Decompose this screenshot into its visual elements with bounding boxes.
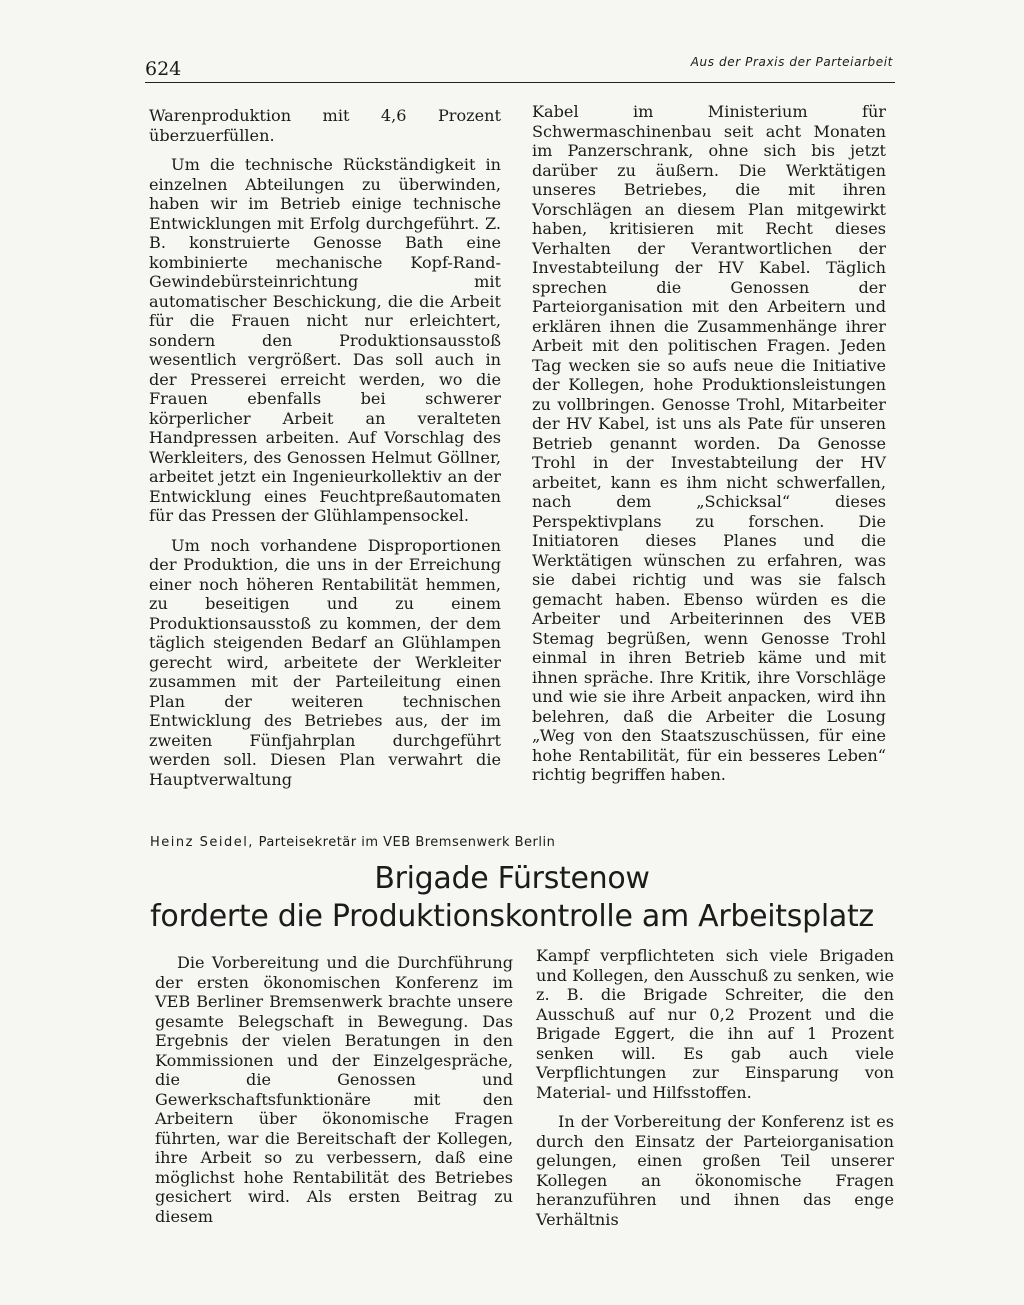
author-name: Heinz Seidel, xyxy=(150,835,254,850)
page-number: 624 xyxy=(145,58,182,80)
column-top-right xyxy=(532,102,886,785)
paragraph: Die Vorbereitung und die Durchführung der ersten ökonomischen Konferenz im VEB Berliner Bremsenwerk brachte unsere gesamte Belegschaft in Bewegung. Das Ergebnis der vielen Beratungen in den Kommissionen und der Einzelgespräche, die die Genossen und Gewerkschaftsfunktionäre mit den Arbeitern über ökonomische Fragen führten, war die Bereitschaft der Kollegen, ihre Arbeit so zu verbessern, daß eine möglichst hohe Rentabilität des Betriebes gesichert wird. Als ersten Beitrag zu diesem xyxy=(155,953,513,1226)
paragraph: Kampf verpflichteten sich viele Brigaden und Kollegen, den Ausschuß zu senken, wie z. B. die Brigade Schreiter, die den Ausschuß auf nur 0,2 Prozent und die Brigade Eggert, die ihn auf 1 Prozent senken will. Es gab auch viele Verpflichtungen zur Einsparung von Material- und Hilfsstoffen. xyxy=(536,946,894,1102)
column-bottom-right xyxy=(536,946,894,1229)
article-byline xyxy=(150,835,555,850)
article-title-line-2: forderte die Produktionskontrolle am Arbeitsplatz xyxy=(150,899,874,934)
article-title xyxy=(0,860,1024,936)
article-title-line-1: Brigade Fürstenow xyxy=(374,861,650,896)
paragraph: Um noch vorhandene Disproportionen der Produktion, die uns in der Erreichung einer noch höheren Rentabilität hemmen, zu beseitigen und zu einem Produktionsausstoß zu kommen, der dem täglich steigenden Bedarf an Glühlampen gerecht wird, arbeitete der Werkleiter zusammen mit der Parteileitung einen Plan der weiteren technischen Entwicklung des Betriebes aus, der im zweiten Fünfjahrplan durchgeführt werden soll. Diesen Plan verwahrt die Hauptverwaltung xyxy=(149,535,501,789)
running-head: Aus der Praxis der Parteiarbeit xyxy=(690,55,893,69)
paragraph: Warenproduktion mit 4,6 Prozent überzuerfüllen. xyxy=(149,106,501,145)
column-bottom-left xyxy=(155,953,513,1226)
paragraph: In der Vorbereitung der Konferenz ist es durch den Einsatz der Parteiorganisation gelungen, einen großen Teil unserer Kollegen an ökonomische Fragen heranzuführen und ihnen das enge Verhältnis xyxy=(536,1112,894,1229)
page-header xyxy=(145,52,895,83)
column-top-left xyxy=(149,106,501,789)
author-role: Parteisekretär im VEB Bremsenwerk Berlin xyxy=(258,835,556,850)
paragraph: Um die technische Rückständigkeit in einzelnen Abteilungen zu überwinden, haben wir im Betrieb einige technische Entwicklungen mit Erfolg durchgeführt. Z. B. konstruierte Genosse Bath eine kombinierte mechanische Kopf-Rand-Gewindebürsteinrichtung mit automatischer Beschickung, die die Arbeit für die Frauen nicht nur erleichtert, sondern den Produktionsausstoß wesentlich vergrößert. Das soll auch in der Presserei erreicht werden, wo die Frauen ebenfalls bei schwerer körperlicher Arbeit an veralteten Handpressen arbeiten. Auf Vorschlag des Werkleiters, des Genossen Helmut Göllner, arbeitet jetzt ein Ingenieurkollektiv an der Entwicklung eines Feuchtpreßautomaten für das Pressen der Glühlampensockel. xyxy=(149,155,501,525)
paragraph: Kabel im Ministerium für Schwermaschinenbau seit acht Monaten im Panzerschrank, ohne sich bis jetzt darüber zu äußern. Die Werktätigen unseres Betriebes, die mit ihren Vorschlägen an diesem Plan mitgewirkt haben, kritisieren mit Recht dieses Verhalten der Verantwortlichen der Investabteilung der HV Kabel. Täglich sprechen die Genossen der Parteiorganisation mit den Arbeitern und erklären ihnen die Zusammenhänge ihrer Arbeit mit den politischen Fragen. Jeden Tag wecken sie so aufs neue die Initiative der Kollegen, hohe Produktionsleistungen zu vollbringen. Genosse Trohl, Mitarbeiter der HV Kabel, ist uns als Pate für unseren Betrieb genannt worden. Da Genosse Trohl in der Investabteilung der HV arbeitet, kann es ihm nicht schwerfallen, nach dem „Schicksal“ dieses Perspektivplans zu forschen. Die Initiatoren dieses Planes und die Werktätigen wünschen zu erfahren, was sie dabei richtig und was sie falsch gemacht haben. Ebenso würden es die Arbeiter und Arbeiterinnen des VEB Stemag begrüßen, wenn Genosse Trohl einmal in ihren Betrieb käme und mit ihnen spräche. Ihre Kritik, ihre Vorschläge und wie sie ihre Arbeit anpacken, wird ihn belehren, daß die Arbeiter die Losung „Weg von den Staatszuschüssen, für eine hohe Rentabilität, für ein besseres Leben“ richtig begriffen haben. xyxy=(532,102,886,784)
